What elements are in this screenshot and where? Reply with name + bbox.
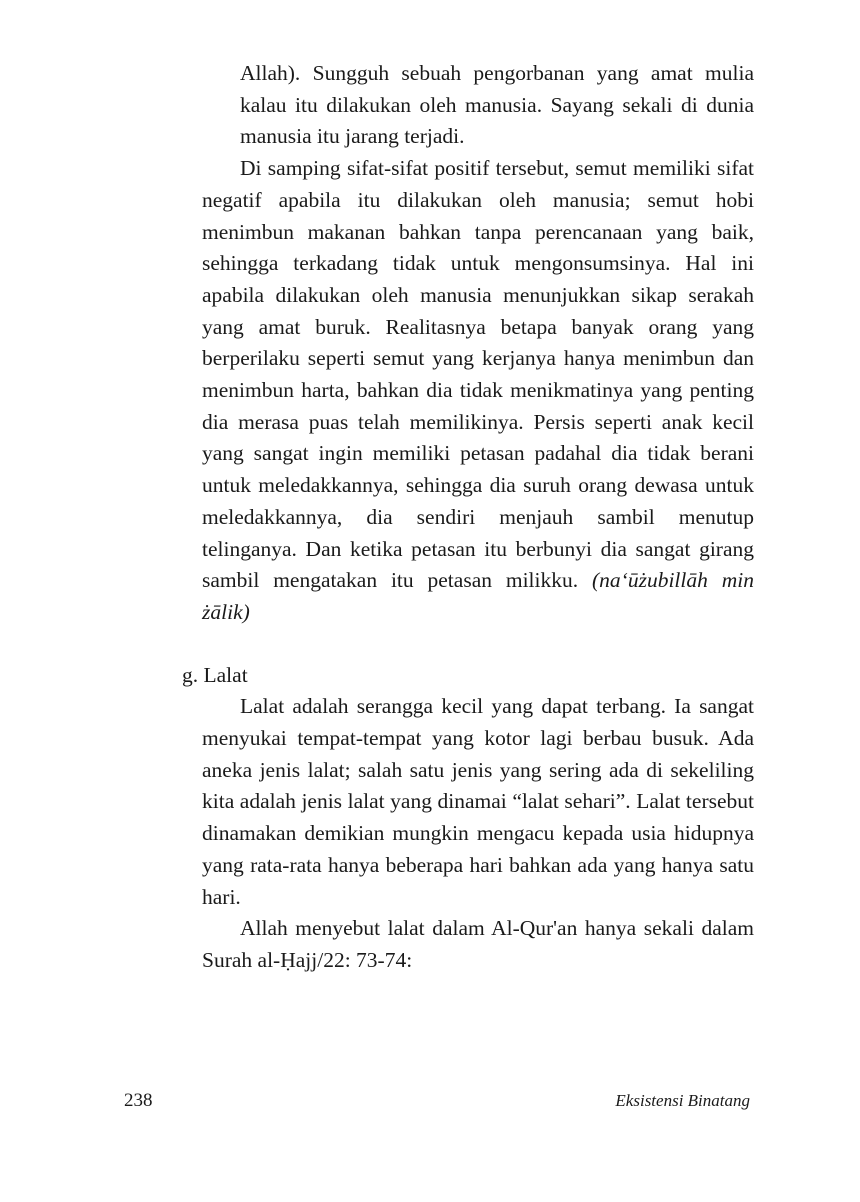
paragraph-continuation: Allah). Sungguh sebuah pengorbanan yang amat mulia kalau itu dilakukan oleh manusia. Sayang sekali di dunia manusia itu jarang terjadi. [240, 61, 754, 149]
paragraph-fly-quran: Allah menyebut lalat dalam Al-Qur'an hanya sekali dalam Surah al-Ḥajj/22: 73-74: [202, 916, 754, 972]
section-heading: g. Lalat [182, 662, 248, 687]
paragraph-ant-negative [202, 153, 754, 629]
running-footer-title: Eksistensi Binatang [615, 1091, 750, 1110]
body-text [182, 58, 754, 977]
paragraph-ant-negative-text: Di samping sifat-sifat positif tersebut, semut memiliki sifat negatif apabila itu dilakukan oleh manusia; semut hobi menimbun makanan bahkan tanpa perencanaan yang baik, sehingga terkadang tidak untuk mengonsumsinya. Hal ini apabila dilakukan oleh manusia menunjukkan sikap serakah yang amat buruk. Realitasnya betapa banyak orang yang berperilaku seperti semut yang kerjanya hanya menimbun dan menimbun harta, bahkan dia tidak menikmatinya yang penting dia merasa puas telah memilikinya. Persis seperti anak kecil yang sangat ingin memiliki petasan padahal dia tidak berani untuk meledakkannya, sehingga dia suruh orang dewasa untuk meledakkannya, dia sendiri menjauh sambil menutup telinganya. Dan ketika petasan itu berbunyi dia sangat girang sambil mengatakan itu petasan milikku. [202, 156, 754, 593]
paragraph-fly-intro: Lalat adalah serangga kecil yang dapat terbang. Ia sangat menyukai tempat-tempat yang kotor lagi berbau busuk. Ada aneka jenis lalat; salah satu jenis yang sering ada di sekeliling kita adalah jenis lalat yang dinamai “lalat sehari”. Lalat tersebut dinamakan demikian mungkin mengacu kepada usia hidupnya yang rata-rata hanya beberapa hari bahkan ada yang hanya satu hari. [202, 694, 754, 909]
arabic-phrase: (na‘ūżubillāh min żālik) [202, 568, 754, 624]
page-number: 238 [124, 1090, 153, 1111]
